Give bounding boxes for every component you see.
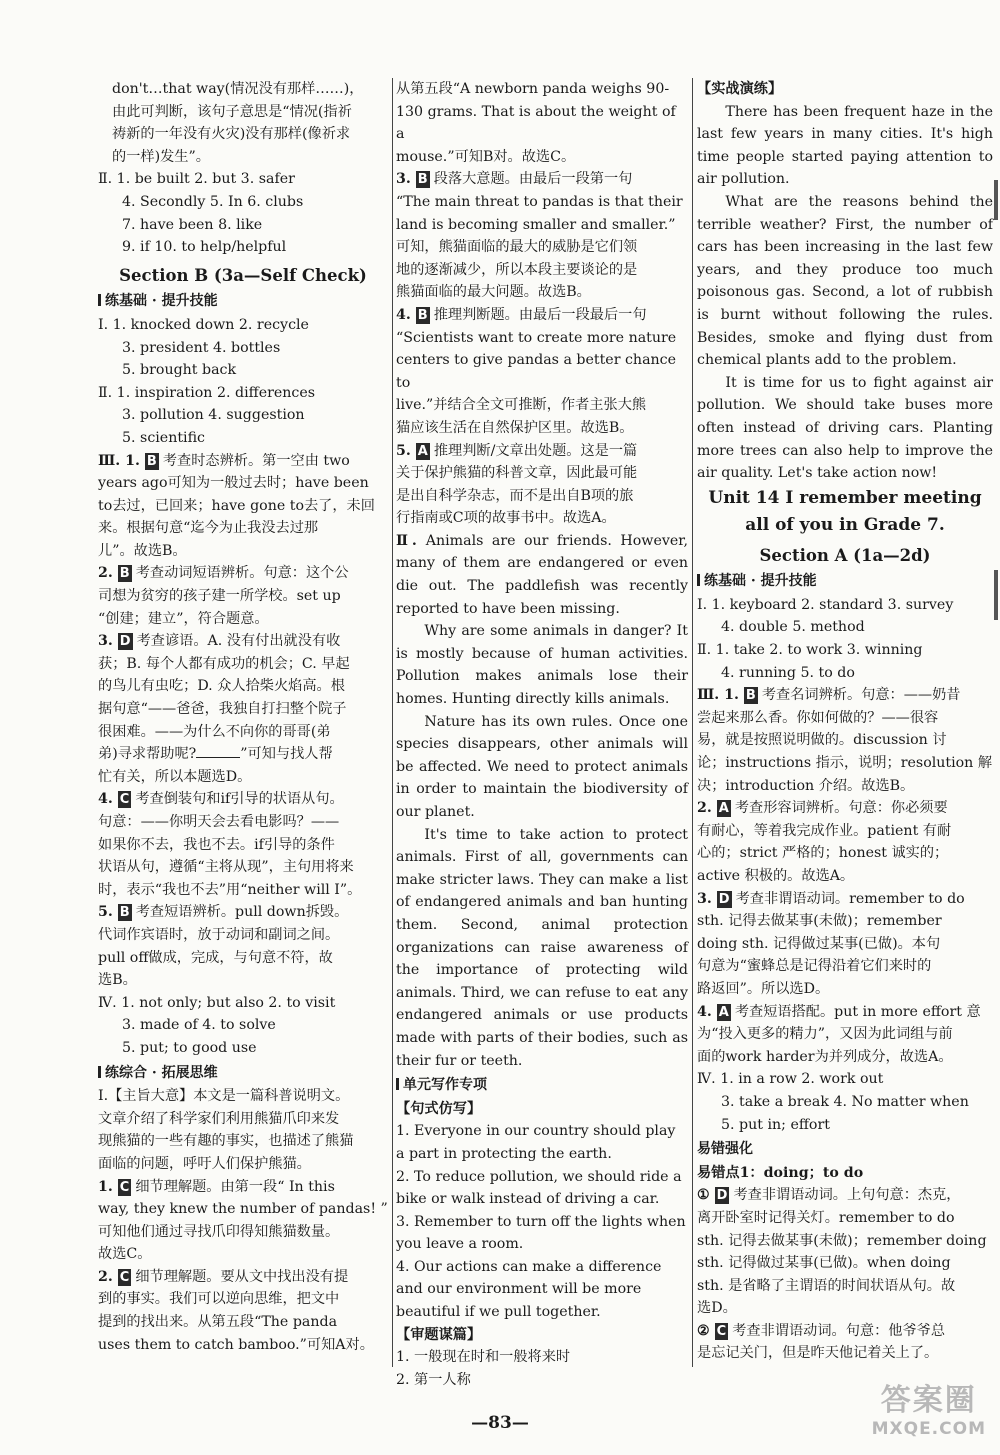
paragraph: [396, 711, 688, 824]
label-marker: [697, 574, 700, 586]
text-line: 考查倒装句和if引导的状语从句。: [135, 791, 344, 808]
answer-line: years ago可知为一般过去时；have been: [98, 475, 369, 492]
paragraph: 1. Everyone in our country should play a part in protecting the earth.: [396, 1123, 676, 1162]
q3-5: [98, 901, 388, 991]
text-line: 推理判断题。由最后一段最后一句: [433, 306, 647, 323]
answer-line: [98, 562, 388, 585]
unit-title: [697, 485, 993, 539]
answer-line: 选D。: [697, 1300, 737, 1317]
text-line: 细节理解题。由第一段“ In this: [135, 1178, 335, 1195]
essay-haze: [697, 101, 993, 485]
text-line: 5. put in; effort: [721, 1116, 830, 1133]
error-1: [697, 1184, 993, 1320]
text-line: 9. if 10. to help/helpful: [122, 239, 287, 256]
answer-line: [98, 450, 388, 473]
answer-line: 是忘记关门，但是昨天他记着关上了。: [697, 1345, 939, 1362]
question-number: 4.: [98, 791, 118, 808]
reading-2-cont: [396, 78, 688, 168]
paragraph: [396, 824, 688, 1073]
p4-answers: [697, 1068, 993, 1136]
answer-letter: C: [716, 1323, 727, 1339]
answer-line: [697, 797, 993, 820]
text-line: 现熊猫的一些有趣的事实，也描述了熊猫: [98, 1133, 354, 1150]
answer-line: [697, 1001, 993, 1024]
paragraph: It is time for us to fight against air pollution. We should take buses more often instead of driving cars. Planting more trees can also help to improve the air quality. Let's take action now!: [697, 374, 993, 482]
answer-line: sth. 是省略了主谓语的时间状语从句。故: [697, 1277, 956, 1294]
watermark: 答案圈 MXQE.COM: [871, 1383, 986, 1440]
answer-line: [697, 1184, 993, 1207]
text-line: 5. scientific: [122, 429, 205, 446]
text-line: 4. running 5. to do: [721, 664, 855, 681]
question-number: 2.: [98, 1268, 118, 1285]
text-line: 考查短语搭配。put in more effort 意: [734, 1003, 981, 1020]
answer-line: 如果你不去，我也不去。if引导的条件: [98, 836, 335, 853]
text-line: Ⅱ. 1. be built 2. but 3. safer: [98, 171, 295, 188]
answer-letter: C: [119, 1179, 130, 1195]
answer-line: land is becoming smaller and smaller.”: [396, 216, 676, 233]
answer-line: 代词作宾语时，放于动词和副词之间。: [98, 926, 340, 943]
answer-line: 地的逐渐减少，所以本段主要谈论的是: [396, 261, 638, 278]
text-line: Ⅱ. 1. take 2. to work 3. winning: [697, 642, 923, 659]
text-line: 考查谚语。A. 没有付出就没有收: [136, 633, 341, 650]
b1-answers: [98, 314, 388, 382]
text-line: 3. made of 4. to solve: [122, 1017, 276, 1034]
answer-line: 到的事实。我们可以逆向思维，把文中: [98, 1291, 340, 1308]
basic-label-2: 练基础 · 提升技能: [697, 570, 993, 593]
q3-4b: [697, 1001, 993, 1069]
paragraph: 2. To reduce pollution, we should ride a bike or walk instead of driving a car.: [396, 1168, 682, 1208]
text-line: 考查动词短语辨析。句意：这个公: [135, 565, 349, 582]
answer-line: 时，表示“我也不去”用“neither will I”。: [98, 881, 362, 898]
answer-line: 离开卧室时记得关灯。remember to do: [697, 1209, 955, 1226]
error-heading: 易错强化: [697, 1141, 753, 1158]
text-line: 由此可判断，该句子意思是“情况(指祈: [112, 103, 352, 120]
answer-line: “The main threat to pandas is that their: [396, 193, 683, 210]
paragraph: What are the reasons behind the terrible weather? First, the number of cars has been increasing in the last few years, and they produce too much poisonous gas. Second, a lot of rubbish is burnt without following the rules. Besides, smoke and flying dust from chemical plants add to the problem.: [697, 193, 993, 369]
answer-letter: B: [119, 905, 130, 921]
q3-3: [98, 630, 388, 788]
question-number: 5.: [396, 442, 416, 459]
text-line: 从第五段“A newborn panda weighs 90-: [396, 81, 670, 97]
column-3: [697, 78, 993, 1365]
answer-line: 提到的找出来。从第五段“The panda: [98, 1314, 338, 1331]
reading-5: [396, 440, 688, 530]
paragraph: [396, 620, 688, 710]
answer-line: 来。根据句意“迄今为止我没去过那: [98, 520, 319, 537]
answer-blank: [196, 743, 240, 758]
text-line: 弟)寻求帮助呢?: [98, 746, 197, 763]
reading-1: [98, 1176, 388, 1266]
answer-line: 的鸟儿有虫吃；D. 众人拾柴火焰高。根: [98, 678, 345, 695]
answer-line: to去过，已回来；have gone to去了，未回: [98, 497, 375, 514]
q3-1: [98, 450, 388, 563]
answer-letter: A: [718, 801, 729, 817]
answer-line: [98, 630, 388, 653]
error-point-1: 易错点1：doing；to do: [697, 1164, 864, 1181]
text-line: 的一样)发生”。: [112, 148, 210, 165]
answer-line: [98, 743, 388, 766]
text-line: 考查时态辨析。第一空由 two: [162, 452, 350, 469]
p2-answers: [697, 639, 993, 684]
question-number: Ⅲ. 1.: [98, 452, 145, 469]
edge-tab: [994, 180, 998, 220]
answer-line: [396, 304, 688, 327]
answer-line: 决；introduction 介绍。故选B。: [697, 777, 915, 794]
answer-letter: D: [716, 1188, 728, 1204]
answer-line: 心的；strict 严格的；honest 诚实的；: [697, 845, 949, 862]
text-line: 考查名词辨析。句意：——奶昔: [761, 687, 961, 704]
text-line: Ⅳ. 1. in a row 2. work out: [697, 1071, 884, 1088]
answer-line: 熊猫面临的最大问题。故选B。: [396, 284, 591, 301]
answer-line: 关于保护熊猫的科普文章，因此最可能: [396, 465, 638, 482]
imitate-heading: 【句式仿写】: [396, 1100, 482, 1117]
answer-line: sth. 记得做过某事(已做)。when doing: [697, 1255, 951, 1272]
b2-answers: [98, 382, 388, 450]
q3-2b: [697, 797, 993, 887]
writing-label: 单元写作专项: [396, 1074, 688, 1097]
answer-line: [697, 1320, 993, 1343]
essay-animals: [396, 530, 688, 1072]
answer-line: 尝起来那么香。你如何做的？——很容: [697, 709, 939, 726]
basic-label: 练基础 · 提升技能: [98, 290, 388, 313]
answer-line: 句意：——你明天会去看电影吗？——: [98, 814, 340, 830]
column-1: [98, 78, 388, 1356]
label-marker: [98, 294, 101, 306]
text-line: Animals are our friends. However, many of them are endangered or even die out. The paddlefish was recently reported to have been missing.: [396, 532, 688, 617]
text-line: 考查短语辨析。pull down拆毁。: [135, 904, 349, 921]
answer-line: way, they knew the number of pandas! ”: [98, 1201, 388, 1218]
text-line: 1. 一般现在时和一般将来时: [396, 1349, 571, 1366]
text-line: 考查非谓语动词。句意：他爷爷总: [732, 1322, 946, 1339]
text-line: Why are some animals in danger? It is mostly because of human activities. Pollution makes animals lose their homes. Hunting directly kills animals.: [396, 623, 688, 708]
answer-line: 司想为贫穷的孩子建一所学校。set up: [98, 588, 341, 605]
text-line: Nature has its own rules. Once one species disappears, other animals will be affected. We need to protect animals in order to maintain the biodiversity of our planet.: [396, 713, 688, 820]
question-number: ①: [697, 1187, 715, 1204]
question-number: 2.: [697, 800, 717, 817]
text-line: It's time to take action to protect animals. First of all, governments can make stricter laws. They can make a list of endangered animals and ban hunting them. Second, animal protection organizations can raise awareness of the importance of protecting wild animals. Third, we can refuse to eat any endangered animals or use products made with parts of their bodies, such as their fur or teeth.: [396, 826, 688, 1069]
q3-1b: [697, 684, 993, 797]
answer-line: 论；instructions 指示，说明；resolution 解: [697, 755, 993, 772]
section-number: Ⅱ.: [396, 532, 426, 549]
answer-letter: B: [417, 172, 428, 188]
answer-line: “Scientists want to create more nature: [396, 329, 677, 346]
paragraph: [396, 530, 688, 620]
main-idea: [98, 1085, 388, 1175]
answer-line: 儿”。故选B。: [98, 542, 187, 559]
text-line: Ⅱ. 1. inspiration 2. differences: [98, 384, 316, 401]
answer-line: [697, 888, 993, 911]
answer-line: 故选C。: [98, 1246, 152, 1263]
plan-list: [396, 1346, 688, 1391]
q3-2: [98, 562, 388, 630]
text-line: 3. take a break 4. No matter when: [721, 1093, 969, 1110]
answer-letter: C: [119, 792, 130, 808]
part4-answers: [98, 992, 388, 1060]
q3-3b: [697, 888, 993, 1001]
text-line: Unit 14 I remember meeting: [708, 487, 982, 508]
answer-line: sth. 记得去做某事(未做)；remember: [697, 913, 942, 930]
answer-line: [396, 168, 688, 191]
answer-line: 可知，熊猫面临的最大的威胁是它们领: [396, 239, 638, 256]
text-line: 考查非谓语动词。上句句意：杰克，: [733, 1187, 961, 1204]
answer-line: 行指南或C项的故事书中。故选A。: [396, 510, 616, 527]
error-2: [697, 1320, 993, 1365]
question-number: Ⅲ. 1.: [697, 687, 744, 704]
answer-line: sth. 记得去做某事(未做)；remember doing: [697, 1232, 987, 1249]
text-line: 7. have been 8. like: [122, 216, 263, 233]
text-line: 段落大意题。由最后一段第一句: [433, 171, 633, 188]
text-line: mouse.”可知B对。故选C。: [396, 148, 576, 165]
answer-line: [98, 1266, 388, 1289]
section-a-heading: Section A (1a—2d): [759, 545, 931, 565]
text-line: Ⅰ. 1. knocked down 2. recycle: [98, 316, 309, 333]
answer-letter: D: [119, 634, 131, 650]
text-line: 文章介绍了科学家们利用熊猫爪印来发: [98, 1110, 340, 1127]
reading-3: [396, 168, 688, 304]
question-number: 1.: [98, 1178, 118, 1195]
answer-line: 据句意“——爸爸，我独自打扫整个院子: [98, 701, 347, 718]
answer-line: 猫应该生活在自然保护区里。故选B。: [396, 419, 634, 436]
question-number: ②: [697, 1322, 715, 1339]
paragraph: There has been frequent haze in the last few years in many cities. It's high time people started paying attention to air pollution.: [697, 103, 993, 188]
text-line: 忙有关，所以本题选D。: [98, 768, 252, 785]
text-line: 3. president 4. bottles: [122, 339, 281, 356]
label-marker: [396, 1078, 399, 1090]
answer-line: 是出自科学杂志，而不是出自B项的旅: [396, 487, 634, 504]
answer-line: live.”并结合全文可推断，作者主张大熊: [396, 397, 647, 414]
answer-line: 状语从句，遵循“主将从现”，主句用将来: [98, 859, 354, 876]
answer-line: “创建；建立”，符合题意。: [98, 610, 269, 627]
text-line: all of you in Grade 7.: [745, 514, 945, 535]
column-divider: [692, 78, 693, 1367]
text-line: 5. put; to good use: [122, 1039, 257, 1056]
q3-4: [98, 788, 388, 901]
text-line: 推理判断/文章出处题。这是一篇: [433, 442, 638, 459]
imitate-list: [396, 1120, 688, 1323]
text-line: Ⅳ. 1. not only; but also 2. to visit: [98, 994, 336, 1011]
answer-line: 选B。: [98, 972, 137, 989]
question-number: 3.: [697, 890, 717, 907]
text-line: Ⅰ. 1. keyboard 2. standard 3. survey: [697, 596, 954, 613]
page-number: —83—: [471, 1413, 529, 1433]
intro-lines: [98, 78, 388, 168]
answer-line: [396, 440, 688, 463]
paragraph: 4. Our actions can make a difference and our environment will be more beautiful if we pull together.: [396, 1258, 662, 1321]
question-number: 3.: [396, 171, 416, 188]
answer-letter: A: [417, 443, 428, 459]
reading-4: [396, 304, 688, 440]
text-line: 细节理解题。要从文中找出没有提: [135, 1268, 349, 1285]
part2-answers: [98, 168, 388, 258]
text-line: 面临的问题，呼吁人们保护熊猫。: [98, 1155, 311, 1172]
answer-line: [697, 684, 993, 707]
section-b-heading: Section B (3a—Self Check): [119, 265, 367, 285]
text-line: 5. brought back: [122, 362, 237, 379]
answer-line: pull off做成，完成，与句意不符，故: [98, 949, 333, 966]
answer-line: active 积极的。故选A。: [697, 868, 855, 884]
question-number: 4.: [697, 1003, 717, 1020]
text-line: 4. Secondly 5. In 6. clubs: [122, 193, 304, 210]
answer-letter: B: [745, 688, 756, 704]
answer-line: 获；B. 每个人都有成功的机会；C. 早起: [98, 655, 350, 672]
answer-line: 有耐心，等着我完成作业。patient 有耐: [697, 822, 952, 839]
paragraph: 3. Remember to turn off the lights when you leave a room.: [396, 1213, 686, 1253]
answer-line: 可知他们通过寻找爪印得知熊猫数量。: [98, 1223, 340, 1240]
question-number: 5.: [98, 904, 118, 921]
answer-line: [98, 901, 388, 924]
reading-2: [98, 1266, 388, 1356]
answer-line: doing sth. 记得做过某事(已做)。本句: [697, 935, 941, 952]
answer-line: 路返回”。所以选D。: [697, 980, 830, 997]
answer-letter: A: [718, 1004, 729, 1020]
column-divider: [392, 78, 393, 1367]
column-2: [396, 78, 688, 1391]
text-line: Ⅰ.【主旨大意】本文是一篇科普说明文。: [98, 1088, 350, 1105]
question-number: 3.: [98, 633, 118, 650]
text-line: 2. 第一人称: [396, 1371, 471, 1388]
edge-tab: [994, 570, 998, 620]
answer-line: [98, 1176, 388, 1199]
answer-letter: B: [146, 453, 157, 469]
answer-letter: C: [119, 1269, 130, 1285]
text-line: 130 grams. That is about the weight of a: [396, 103, 676, 143]
text-line: 4. double 5. method: [721, 619, 865, 636]
answer-line: 句意为“蜜蜂总是记得沿着它们来时的: [697, 958, 932, 975]
answer-line: 很困难。——为什么不向你的哥哥(弟: [98, 723, 331, 740]
answer-line: 易，就是按照说明做的。discussion 讨: [697, 732, 947, 749]
answer-letter: B: [417, 307, 428, 323]
answer-line: [98, 788, 388, 811]
comp-label: 练综合 · 拓展思维: [98, 1062, 388, 1085]
answer-line: centers to give pandas a better chance to: [396, 352, 677, 391]
text-line: 祷新的一年没有火灾)没有那样(像祈求: [112, 126, 351, 143]
plan-heading: 【审题谋篇】: [396, 1326, 482, 1343]
text-line: don't…that way(情况没有那样……)，: [112, 81, 364, 97]
text-line: 3. pollution 4. suggestion: [122, 407, 305, 424]
practice-heading: 【实战演练】: [697, 81, 783, 97]
text-line: 考查形容词辨析。句意：你必须要: [734, 800, 948, 817]
answer-letter: B: [119, 566, 130, 582]
answer-line: uses them to catch bamboo.”可知A对。: [98, 1336, 374, 1353]
label-marker: [98, 1066, 101, 1078]
answer-letter: D: [718, 891, 730, 907]
answer-line: 为“投入更多的精力”，又因为此词组与前: [697, 1026, 953, 1043]
question-number: 4.: [396, 306, 416, 323]
text-line: 考查非谓语动词。remember to do: [735, 890, 965, 907]
question-number: 2.: [98, 565, 118, 582]
answer-line: 面的work harder为并列成分，故选A。: [697, 1048, 953, 1065]
text-line: ”可知与找人帮: [240, 746, 333, 763]
p1-answers: [697, 594, 993, 639]
